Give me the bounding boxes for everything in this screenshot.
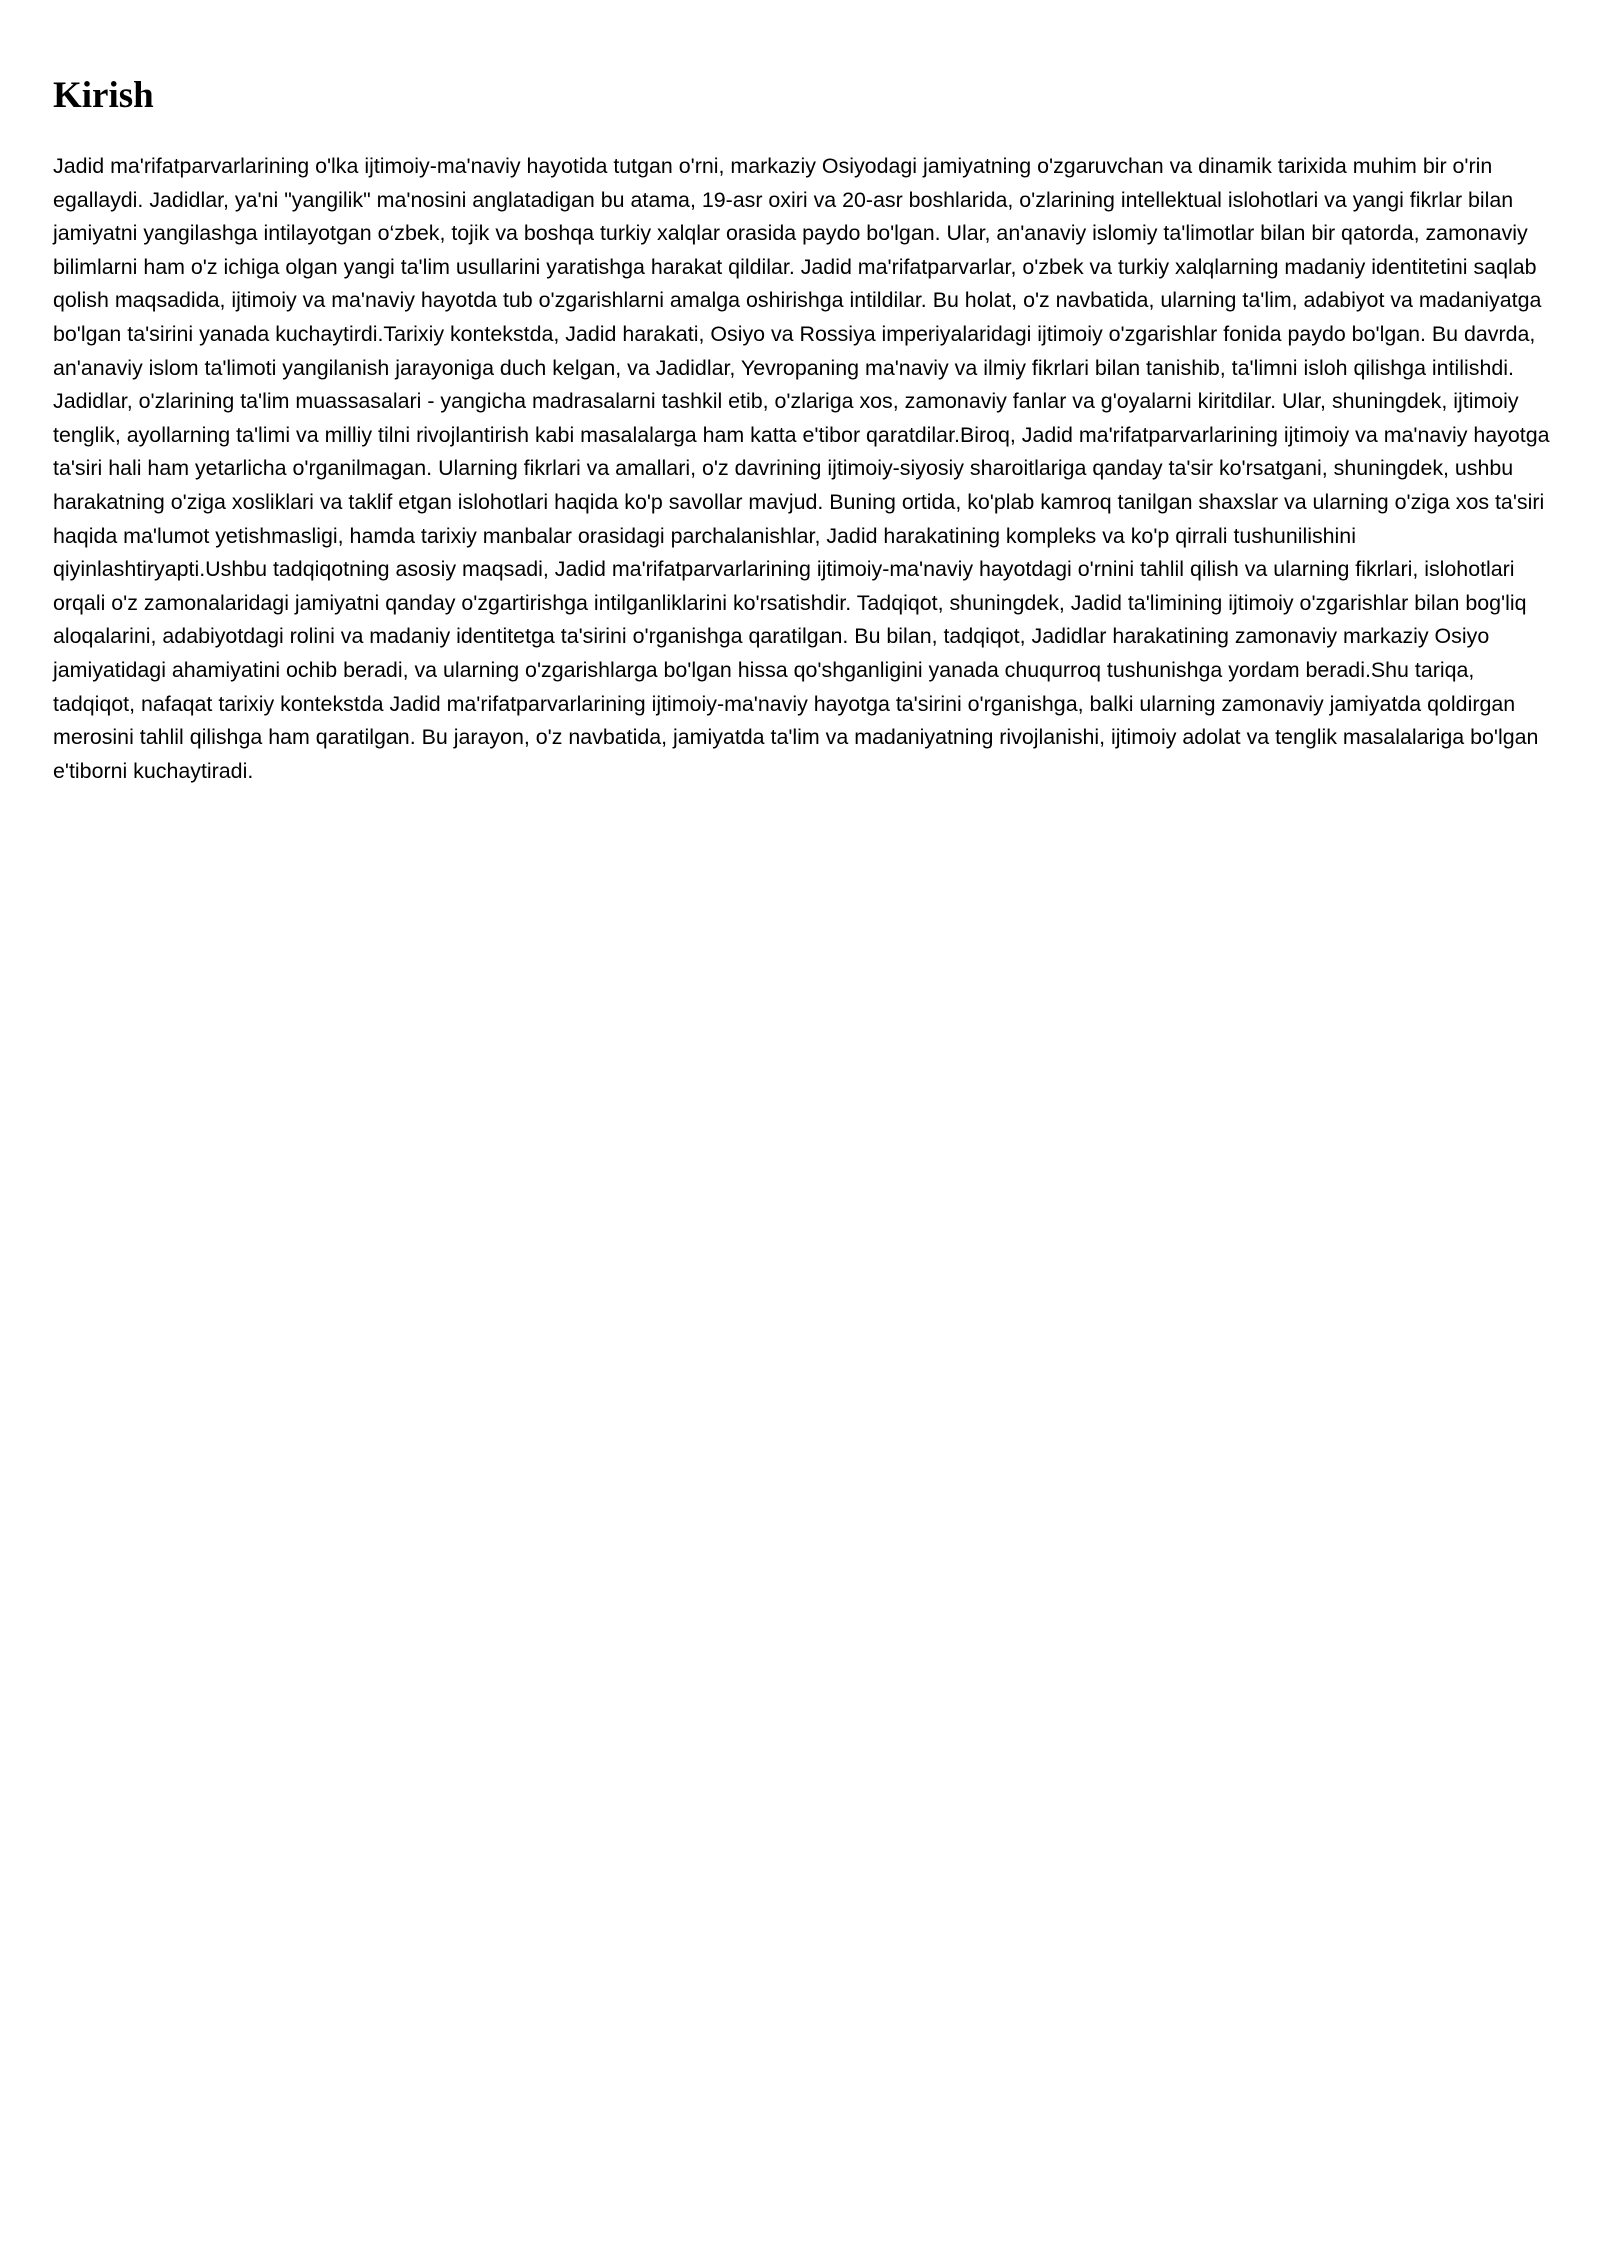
body-paragraph: Jadid ma'rifatparvarlarining o'lka ijtimoiy-ma'naviy hayotida tutgan o'rni, markaziy Osiyodagi jamiyatning o'zgaruvchan va dinamik tarixida muhim bir o'rin egallaydi. Jadidlar, ya'ni "yangilik" ma'nosini anglatadigan bu atama, 19-asr oxiri va 20-asr boshlarida, o'zlarining intellektual islohotlari va yangi fikrlar bilan jamiyatni yangilashga intilayotgan o‘zbek, tojik va boshqa turkiy xalqlar orasida paydo bo'lgan. Ular, an'anaviy islomiy ta'limotlar bilan bir qatorda, zamonaviy bilimlarni ham o'z ichiga olgan yangi ta'lim usullarini yaratishga harakat qildilar. Jadid ma'rifatparvarlar, o'zbek va turkiy xalqlarning madaniy identitetini saqlab qolish maqsadida, ijtimoiy va ma'naviy hayotda tub o'zgarishlarni amalga oshirishga intildilar. Bu holat, o'z navbatida, ularning ta'lim, adabiyot va madaniyatga bo'lgan ta'sirini yanada kuchaytirdi.Tarixiy kontekstda, Jadid harakati, Osiyo va Rossiya imperiyalaridagi ijtimoiy o'zgarishlar fonida paydo bo'lgan. Bu davrda, an'anaviy islom ta'limoti yangilanish jarayoniga duch kelgan, va Jadidlar, Yevropaning ma'naviy va ilmiy fikrlari bilan tanishib, ta'limni isloh qilishga intilishdi. Jadidlar, o'zlarining ta'lim muassasalari - yangicha madrasalarni tashkil etib, o'zlariga xos, zamonaviy fanlar va g'oyalarni kiritdilar. Ular, shuningdek, ijtimoiy tenglik, ayollarning ta'limi va milliy tilni rivojlantirish kabi masalalarga ham katta e'tibor qaratdilar.Biroq, Jadid ma'rifatparvarlarining ijtimoiy va ma'naviy hayotga ta'siri hali ham yetarlicha o'rganilmagan. Ularning fikrlari va amallari, o'z davrining ijtimoiy-siyosiy sharoitlariga qanday ta'sir ko'rsatgani, shuningdek, ushbu harakatning o'ziga xosliklari va taklif etgan islohotlari haqida ko'p savollar mavjud. Buning ortida, ko'plab kamroq tanilgan shaxslar va ularning o'ziga xos ta'siri haqida ma'lumot yetishmasligi, hamda tarixiy manbalar orasidagi parchalanishlar, Jadid harakatining kompleks va ko'p qirrali tushunilishini qiyinlashtiryapti.Ushbu tadqiqotning asosiy maqsadi, Jadid ma'rifatparvarlarining ijtimoiy-ma'naviy hayotdagi o'rnini tahlil qilish va ularning fikrlari, islohotlari orqali o'z zamonalaridagi jamiyatni qanday o'zgartirishga intilganliklarini ko'rsatishdir. Tadqiqot, shuningdek, Jadid ta'limining ijtimoiy o'zgarishlar bilan bog'liq aloqalarini, adabiyotdagi rolini va madaniy identitetga ta'sirini o'rganishga qaratilgan. Bu bilan, tadqiqot, Jadidlar harakatining zamonaviy markaziy Osiyo jamiyatidagi ahamiyatini ochib beradi, va ularning o'zgarishlarga bo'lgan hissa qo'shganligini yanada chuqurroq tushunishga yordam beradi.Shu tariqa, tadqiqot, nafaqat tarixiy kontekstda Jadid ma'rifatparvarlarining ijtimoiy-ma'naviy hayotga ta'sirini o'rganishga, balki ularning zamonaviy jamiyatda qoldirgan merosini tahlil qilishga ham qaratilgan. Bu jarayon, o'z navbatida, jamiyatda ta'lim va madaniyatning rivojlanishi, ijtimoiy adolat va tenglik masalalariga bo'lgan e'tiborni kuchaytiradi. [53,154,1550,783]
section-heading: Kirish [53,75,154,116]
